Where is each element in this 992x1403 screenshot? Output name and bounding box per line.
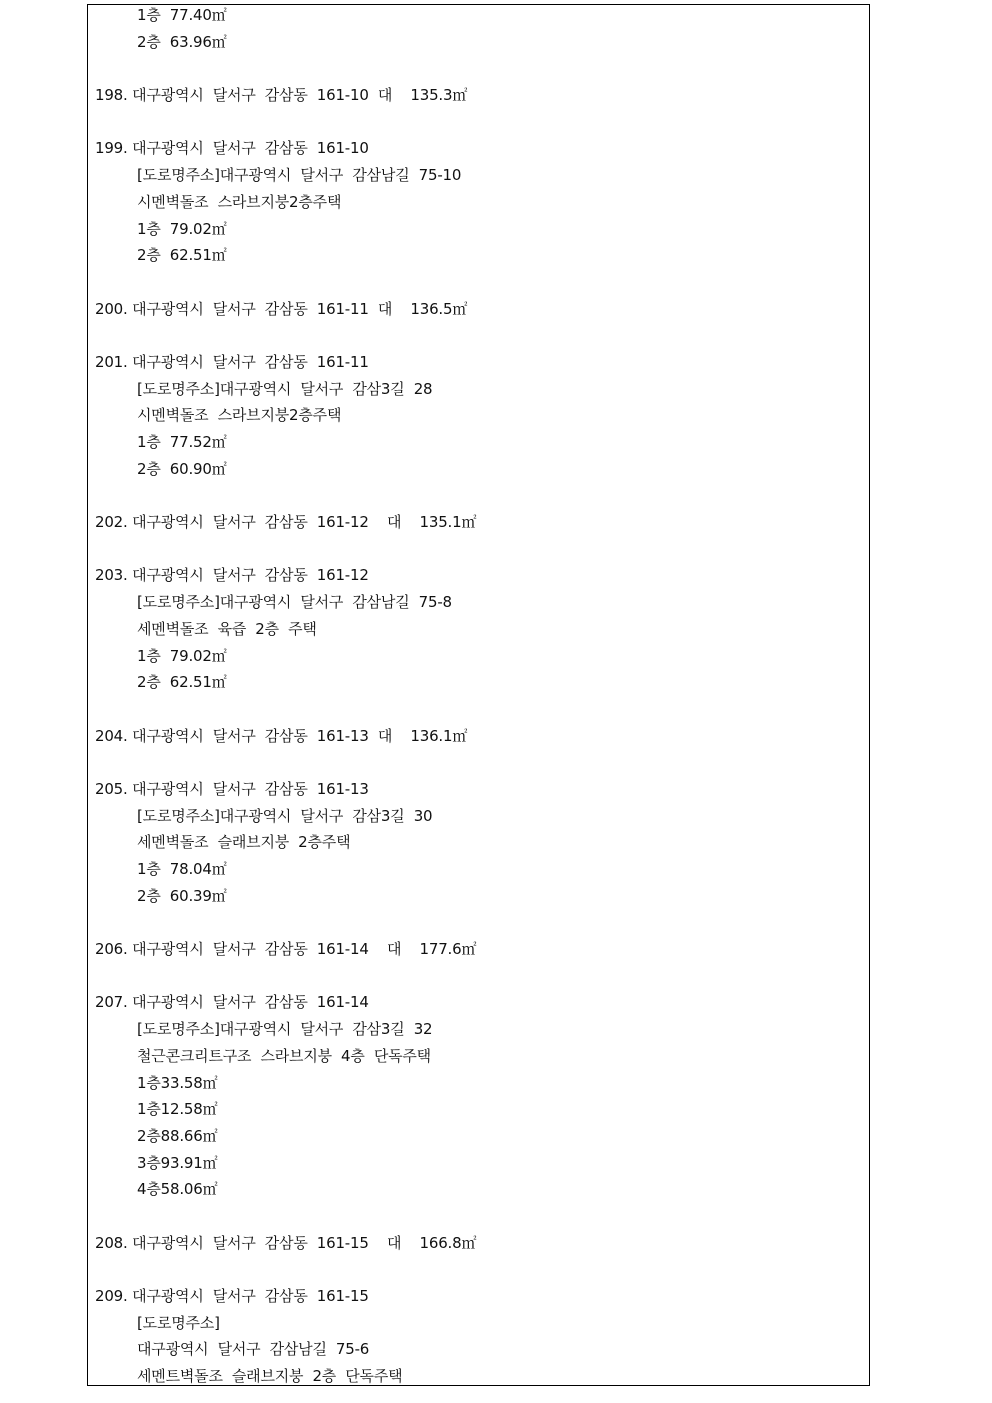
detail-line: 1층 79.02㎡	[137, 646, 227, 665]
detail-line: 1층 78.04㎡	[137, 860, 227, 878]
blank-line	[95, 1256, 855, 1283]
entry-line: 200. 대구광역시 달서구 감삼동 161-11 대 136.5㎡	[95, 299, 468, 318]
detail-line: 2층 62.51㎡	[137, 673, 227, 692]
detail-line: [도로명주소]대구광역시 달서구 감삼남길 75-10	[137, 166, 462, 185]
detail-line: 대구광역시 달서구 감삼남길 75-6	[137, 1340, 370, 1359]
detail-line: 2층 60.39㎡	[137, 886, 227, 905]
detail-line: 3층93.91㎡	[137, 1153, 218, 1172]
detail-line: [도로명주소]대구광역시 달서구 감삼3길 30	[137, 806, 433, 825]
blank-line	[95, 696, 855, 723]
detail-line: 2층88.66㎡	[137, 1126, 218, 1145]
entry-line: 207. 대구광역시 달서구 감삼동 161-14	[95, 993, 369, 1012]
entry-line: 204. 대구광역시 달서구 감삼동 161-13 대 136.1㎡	[95, 726, 468, 745]
entry-line: 198. 대구광역시 달서구 감삼동 161-10 대 135.3㎡	[95, 86, 468, 105]
blank-line	[95, 536, 855, 563]
detail-line: [도로명주소]대구광역시 달서구 감삼남길 75-8	[137, 593, 452, 612]
entry-line: 202. 대구광역시 달서구 감삼동 161-12 대 135.1㎡	[95, 513, 477, 532]
detail-line: 세멘벽돌조 슬래브지붕 2층주택	[137, 833, 351, 852]
entry-line: 205. 대구광역시 달서구 감삼동 161-13	[95, 779, 369, 798]
detail-line: 4층58.06㎡	[137, 1180, 218, 1199]
detail-line: 2층 62.51㎡	[137, 246, 227, 265]
detail-line: 1층 79.02㎡	[137, 219, 227, 238]
detail-line: [도로명주소]대구광역시 달서구 감삼3길 32	[137, 1020, 433, 1039]
detail-line: 2층 60.90㎡	[137, 459, 227, 478]
detail-line: 철근콘크리트구조 스라브지붕 4층 단독주택	[137, 1046, 431, 1065]
detail-line: 세멘벽돌조 육즙 2층 주택	[137, 619, 317, 638]
entry-line: 206. 대구광역시 달서구 감삼동 161-14 대 177.6㎡	[95, 940, 477, 959]
detail-line: [도로명주소]대구광역시 달서구 감삼3길 28	[137, 379, 433, 398]
entry-line: 209. 대구광역시 달서구 감삼동 161-15	[95, 1287, 369, 1305]
entry-line: 199. 대구광역시 달서구 감삼동 161-10	[95, 139, 369, 158]
detail-line: 1층12.58㎡	[137, 1100, 218, 1119]
detail-line: 시멘벽돌조 스라브지붕2층주택	[137, 406, 342, 425]
detail-line: 1층 77.40㎡	[137, 6, 227, 24]
blank-line	[95, 55, 855, 82]
detail-line: 시멘벽돌조 스라브지붕2층주택	[137, 192, 342, 211]
blank-line	[95, 909, 855, 936]
detail-line: 2층 63.96㎡	[137, 32, 227, 51]
blank-line	[95, 749, 855, 776]
blank-line	[95, 109, 855, 136]
entry-line: 203. 대구광역시 달서구 감삼동 161-12	[95, 566, 369, 585]
detail-line: 세멘트벽돌조 슬래브지붕 2층 단독주택	[137, 1367, 403, 1386]
detail-line: [도로명주소]	[137, 1313, 220, 1332]
blank-line	[95, 322, 855, 349]
detail-line: 1층 77.52㎡	[137, 433, 227, 451]
detail-line: 1층33.58㎡	[137, 1073, 218, 1092]
blank-line	[95, 1203, 855, 1230]
document-body	[95, 2, 855, 1390]
entry-line: 201. 대구광역시 달서구 감삼동 161-11	[95, 352, 369, 371]
blank-line	[95, 269, 855, 296]
blank-line	[95, 963, 855, 990]
blank-line	[95, 482, 855, 509]
entry-line: 208. 대구광역시 달서구 감삼동 161-15 대 166.8㎡	[95, 1233, 477, 1252]
